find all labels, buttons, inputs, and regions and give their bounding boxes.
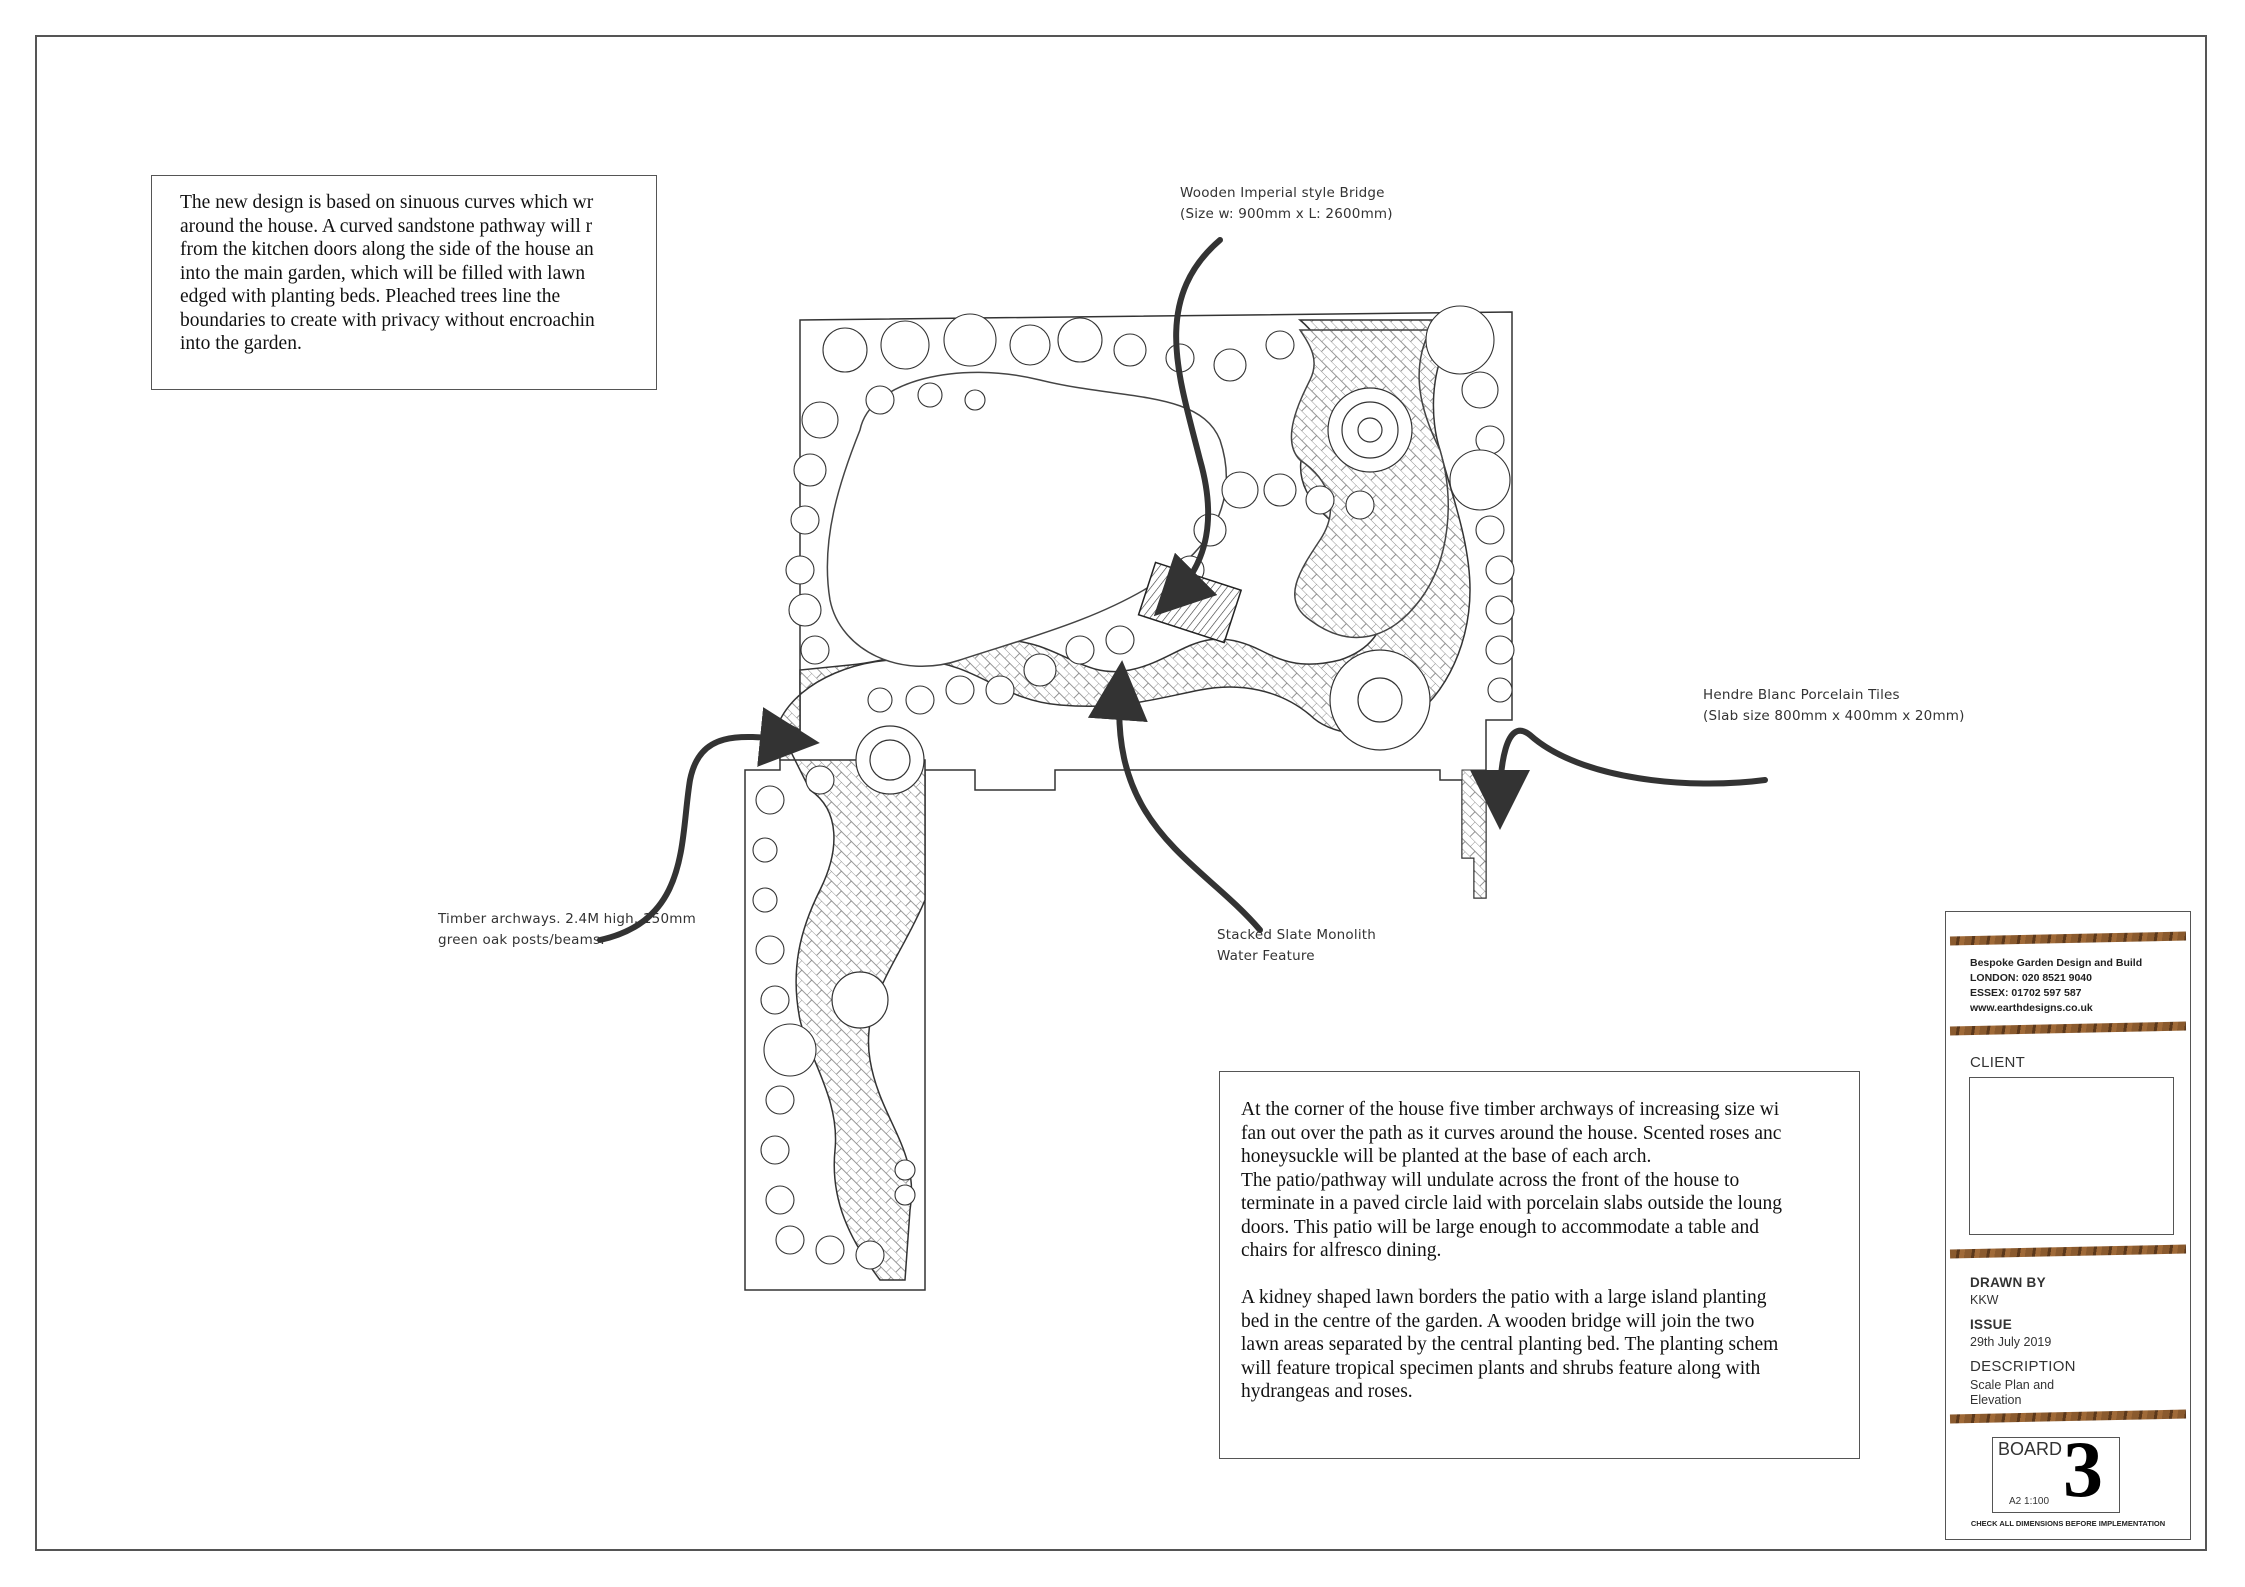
company-name: Bespoke Garden Design and Build [1970, 957, 2143, 969]
wood-strip [1950, 1410, 2186, 1424]
design-intro-note [151, 175, 657, 390]
tiles-callout: Hendre Blanc Porcelain Tiles (Slab size 800mm x 400mm x 20mm) [1703, 687, 1965, 724]
board-box [1992, 1426, 2120, 1514]
drawn-by-label: DRAWN BY [1970, 1275, 2046, 1290]
drawn-by-value: KKW [1970, 1293, 1999, 1307]
client-label: CLIENT [1970, 1054, 2026, 1071]
board-scale: A2 1:100 [2009, 1496, 2050, 1507]
wood-strip [1950, 1022, 2186, 1036]
description-label: DESCRIPTION [1970, 1358, 2076, 1375]
water-feature-callout: Stacked Slate Monolith Water Feature [1217, 927, 1377, 964]
board-label: BOARD [1998, 1439, 2063, 1459]
archways-callout: Timber archways. 2.4M high. 150mm green oak posts/beams. [438, 911, 696, 948]
company-website: www.earthdesigns.co.uk [1970, 1002, 2093, 1014]
board-number: 3 [2063, 1426, 2103, 1514]
bridge-callout: Wooden Imperial style Bridge (Size w: 900mm x L: 2600mm) [1180, 185, 1393, 222]
description-value: Scale Plan and Elevation [1970, 1378, 2055, 1407]
issue-value: 29th July 2019 [1970, 1335, 2052, 1349]
design-detail-text: At the corner of the house five timber archways of increasing size wi fan out over the path as it curves around the house. Scented roses anc honeysuckle will be planted at the base of each arch. The patio/pathway will undulate across the front of the house to terminate in a paved circle laid with porcelain slabs outside the loung doors. This patio will be large enough to accommodate a table and chairs for alfresco dining. A kidney shaped lawn borders the patio with a large island planting bed in the centre of the garden. A wooden bridge will join the two lawn areas separated by the central planting bed. The planting schem will feature tropical specimen plants and shrubs feature along with hydrangeas and roses. [1241, 1099, 1782, 1402]
issue-label: ISSUE [1970, 1317, 2013, 1332]
design-intro-text: The new design is based on sinuous curves which wr around the house. A curved sandstone pathway will r from the kitchen doors along the side of the house an into the main garden, which will be filled with lawn edged with planting beds. Pleached trees line the boundaries to create with privacy without encroachin into the garden. [180, 192, 595, 354]
wood-strip [1950, 932, 2186, 946]
title-block [1945, 911, 2191, 1540]
london-phone: LONDON: 020 8521 9040 [1970, 972, 2092, 984]
side-patio [1462, 770, 1486, 898]
wood-strip [1950, 1245, 2186, 1259]
essex-phone: ESSEX: 01702 597 587 [1970, 987, 2082, 999]
check-dimensions-note: CHECK ALL DIMENSIONS BEFORE IMPLEMENTATION [1970, 1519, 2166, 1528]
company-details [1970, 956, 2142, 1016]
design-detail-note [1219, 1071, 1860, 1459]
client-box [1969, 1077, 2174, 1235]
